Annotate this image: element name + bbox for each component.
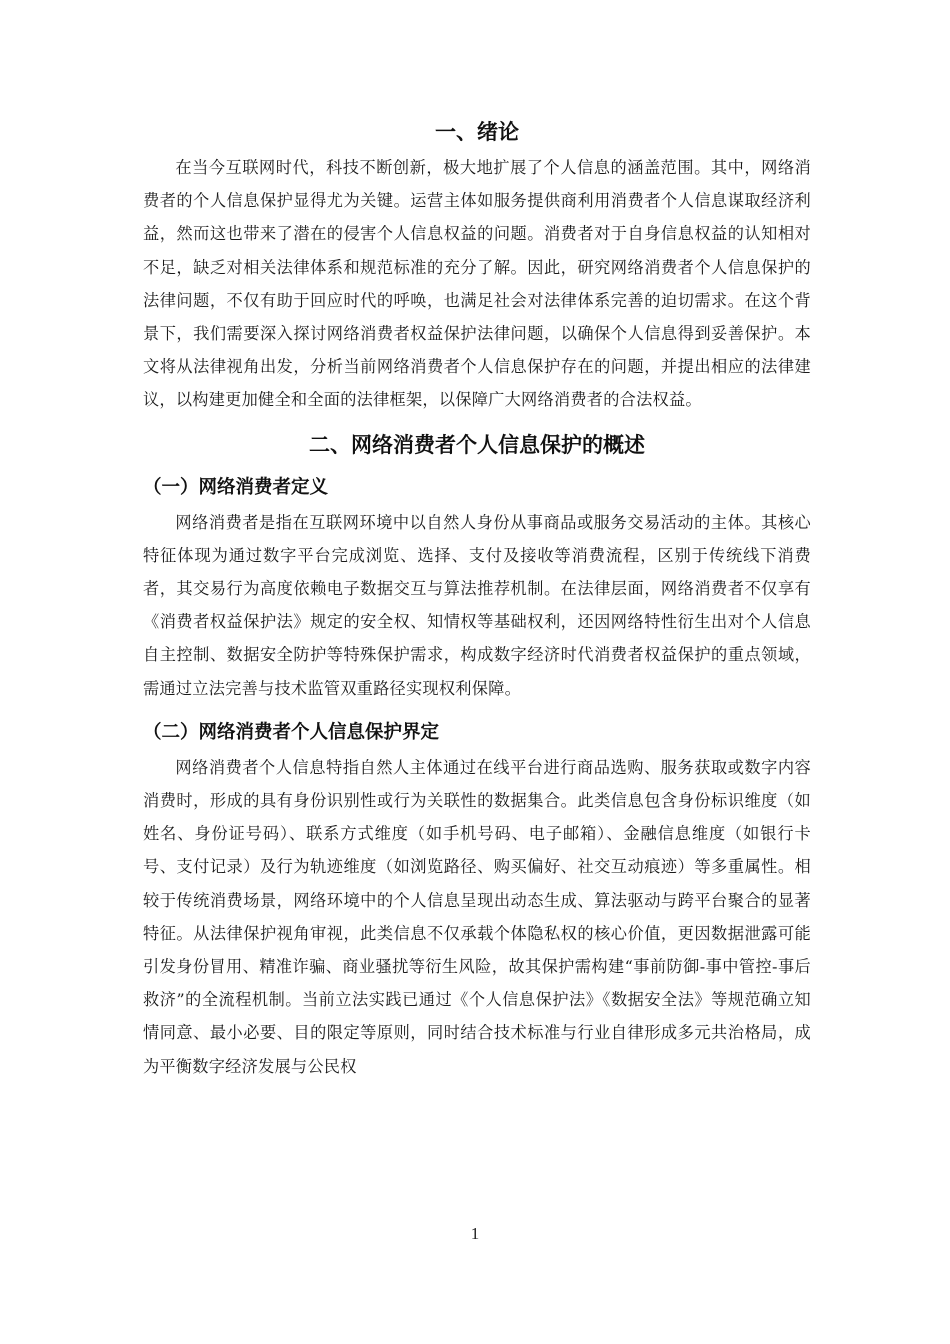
page-body: [143, 112, 811, 1083]
scope-paragraph: 网络消费者个人信息特指自然人主体通过在线平台进行商品选购、服务获取或数字内容消费时，形成的具有身份识别性或行为关联性的数据集合。此类信息包含身份标识维度（如姓名、身份证号码）、联系方式维度（如手机号码、电子邮箱）、金融信息维度（如银行卡号、支付记录）及行为轨迹维度（如浏览路径、购买偏好、社交互动痕迹）等多重属性。相较于传统消费场景，网络环境中的个人信息呈现出动态生成、算法驱动与跨平台聚合的显著特征。从法律保护视角审视，此类信息不仅承载个体隐私权的核心价值，更因数据泄露可能引发身份冒用、精准诈骗、商业骚扰等衍生风险，故其保护需构建“事前防御-事中管控-事后救济”的全流程机制。当前立法实践已通过《个人信息保护法》《数据安全法》等规范确立知情同意、最小必要、目的限定等原则，同时结合技术标准与行业自律形成多元共治格局，成为平衡数字经济发展与公民权: [143, 757, 811, 1076]
page-number: 1: [470, 1224, 480, 1243]
definition-paragraph: 网络消费者是指在互联网环境中以自然人身份从事商品或服务交易活动的主体。其核心特征体现为通过数字平台完成浏览、选择、支付及接收等消费流程，区别于传统线下消费者，其交易行为高度依赖电子数据交互与算法推荐机制。在法律层面，网络消费者不仅享有《消费者权益保护法》规定的安全权、知情权等基础权利，还因网络特性衍生出对个人信息自主控制、数据安全防护等特殊保护需求，构成数字经济时代消费者权益保护的重点领域，需通过立法完善与技术监管双重路径实现权利保障。: [143, 512, 811, 698]
subsection-title-definition: （一）网络消费者定义: [143, 476, 329, 498]
introduction-paragraph: 在当今互联网时代，科技不断创新，极大地扩展了个人信息的涵盖范围。其中，网络消费者的个人信息保护显得尤为关键。运营主体如服务提供商利用消费者个人信息谋取经济利益，然而这也带来了潜在的侵害个人信息权益的问题。消费者对于自身信息权益的认知相对不足，缺乏对相关法律体系和规范标准的充分了解。因此，研究网络消费者个人信息保护的法律问题，不仅有助于回应时代的呼唤，也满足社会对法律体系完善的迫切需求。在这个背景下，我们需要深入探讨网络消费者权益保护法律问题，以确保个人信息得到妥善保护。本文将从法律视角出发，分析当前网络消费者个人信息保护存在的问题，并提出相应的法律建议，以构建更加健全和全面的法律框架，以保障广大网络消费者的合法权益。: [143, 158, 811, 410]
section-title-introduction: 一、绪论: [435, 120, 519, 144]
section-title-overview: 二、网络消费者个人信息保护的概述: [309, 432, 645, 457]
subsection-title-scope: （二）网络消费者个人信息保护界定: [143, 721, 440, 743]
